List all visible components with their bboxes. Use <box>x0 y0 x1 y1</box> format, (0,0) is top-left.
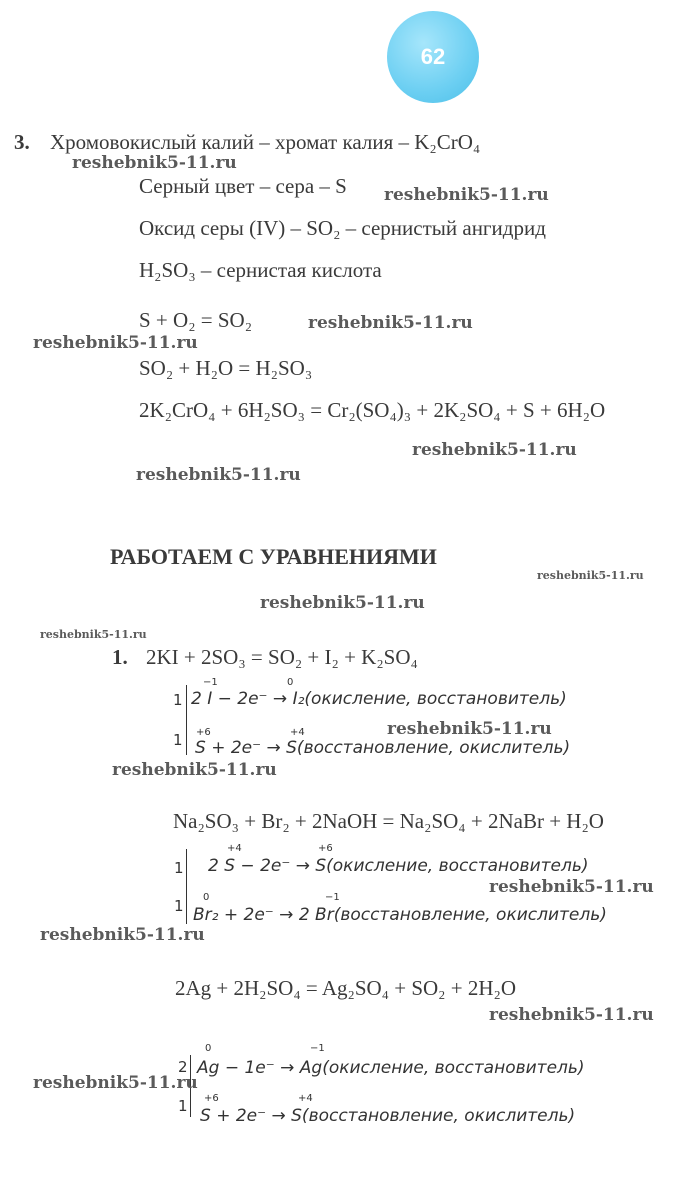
task3-line1: Хромовокислый калий – хромат калия – K₂CrO₄ <box>50 130 481 154</box>
coef-b2: 1 <box>174 897 184 915</box>
equation-c: 2Ag + 2H₂SO₄ = Ag₂SO₄ + SO₂ + 2H₂O <box>175 976 517 1000</box>
watermark: reshebnik5-11.ru <box>33 1073 198 1093</box>
ox-state-a2-from: +6 <box>196 727 211 738</box>
watermark: reshebnik5-11.ru <box>33 333 198 353</box>
half-reaction-a1: 2 I − 2e⁻ → I₂(окисление, восстановитель) <box>191 689 567 709</box>
ox-state-c2-from: +6 <box>204 1093 219 1104</box>
half-reaction-b2: Br₂ + 2e⁻ → 2 Br(восстановление, окислитель) <box>193 905 607 925</box>
ox-state-a1-to: 0 <box>287 677 294 688</box>
ox-state-a2-to: +4 <box>290 727 305 738</box>
balance-bracket <box>186 685 187 755</box>
watermark: reshebnik5-11.ru <box>72 153 237 173</box>
half-reaction-b1: 2 S − 2e⁻ → S(окисление, восстановитель) <box>208 856 589 876</box>
watermark: reshebnik5-11.ru <box>308 313 473 333</box>
watermark: reshebnik5-11.ru <box>387 719 552 739</box>
balance-bracket <box>186 849 187 924</box>
coef-c2: 1 <box>178 1097 188 1115</box>
task3-eq3: 2K₂CrO₄ + 6H₂SO₃ = Cr₂(SO₄)₃ + 2K₂SO₄ + S + 6H₂O <box>139 398 606 422</box>
section-heading: РАБОТАЕМ С УРАВНЕНИЯМИ <box>110 544 437 569</box>
watermark: reshebnik5-11.ru <box>489 1005 654 1025</box>
watermark: reshebnik5-11.ru <box>40 628 147 641</box>
task3-number: 3. <box>14 130 30 154</box>
coef-c1: 2 <box>178 1058 188 1076</box>
ox-state-a1-from: −1 <box>203 677 218 688</box>
watermark: reshebnik5-11.ru <box>384 185 549 205</box>
ox-state-c1-to: −1 <box>310 1043 325 1054</box>
watermark: reshebnik5-11.ru <box>260 593 425 613</box>
watermark: reshebnik5-11.ru <box>112 760 277 780</box>
coef-a1: 1 <box>173 691 183 709</box>
watermark: reshebnik5-11.ru <box>537 569 644 582</box>
ox-state-b2-to: −1 <box>325 892 340 903</box>
coef-b1: 1 <box>174 859 184 877</box>
coef-a2: 1 <box>173 731 183 749</box>
watermark: reshebnik5-11.ru <box>412 440 577 460</box>
ox-state-b1-from: +4 <box>227 843 242 854</box>
task3-eq2: SO₂ + H₂O = H₂SO₃ <box>139 356 313 380</box>
task3-line4: H₂SO₃ – сернистая кислота <box>139 258 382 282</box>
task3-eq1: S + O₂ = SO₂ <box>139 308 253 332</box>
ox-state-b1-to: +6 <box>318 843 333 854</box>
ox-state-c2-to: +4 <box>298 1093 313 1104</box>
equation-b: Na₂SO₃ + Br₂ + 2NaOH = Na₂SO₄ + 2NaBr + H₂O <box>173 809 604 833</box>
page-number-badge <box>387 11 479 103</box>
task1-number: 1. <box>112 645 128 669</box>
ox-state-b2-from: 0 <box>203 892 210 903</box>
ox-state-c1-from: 0 <box>205 1043 212 1054</box>
equation-a: 2KI + 2SO₃ = SO₂ + I₂ + K₂SO₄ <box>146 645 418 669</box>
task3-line3: Оксид серы (IV) – SO₂ – сернистый ангидрид <box>139 216 546 240</box>
half-reaction-c1: Ag − 1e⁻ → Ag(окисление, восстановитель) <box>197 1058 585 1078</box>
half-reaction-a2: S + 2e⁻ → S(восстановление, окислитель) <box>195 738 571 758</box>
task3-line2: Серный цвет – сера – S <box>139 174 347 198</box>
page-number: 62 <box>420 44 446 69</box>
watermark: reshebnik5-11.ru <box>136 465 301 485</box>
half-reaction-c2: S + 2e⁻ → S(восстановление, окислитель) <box>200 1106 576 1126</box>
watermark: reshebnik5-11.ru <box>489 877 654 897</box>
watermark: reshebnik5-11.ru <box>40 925 205 945</box>
